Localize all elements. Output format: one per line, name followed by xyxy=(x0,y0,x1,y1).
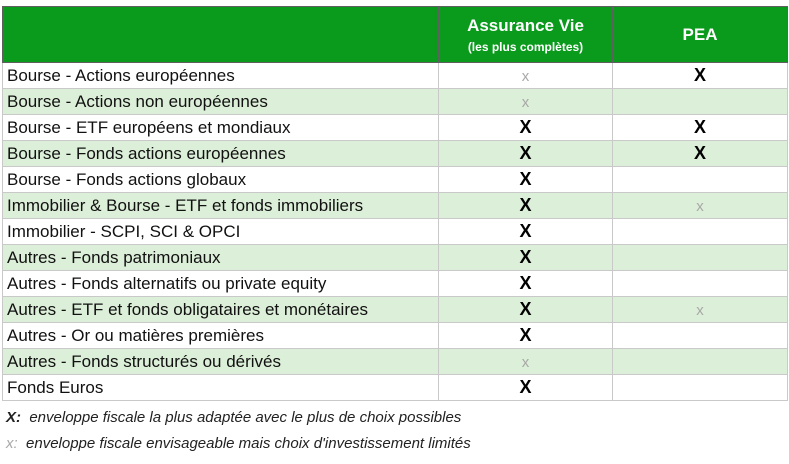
table-row xyxy=(3,89,788,115)
assurance-vie-mark: X xyxy=(519,143,532,163)
header-assurance-vie xyxy=(439,7,613,63)
assurance-vie-mark: X xyxy=(519,273,532,293)
pea-mark-cell xyxy=(613,193,788,219)
assurance-vie-mark: X xyxy=(519,117,532,137)
assurance-vie-mark: X xyxy=(519,299,532,319)
table-row xyxy=(3,141,788,167)
pea-mark: X xyxy=(693,65,706,85)
pea-mark-cell xyxy=(613,323,788,349)
table-row xyxy=(3,219,788,245)
legend-weak xyxy=(6,435,471,452)
assurance-vie-mark-cell xyxy=(439,271,613,297)
assurance-vie-mark-cell xyxy=(439,141,613,167)
row-label: Bourse - Actions européennes xyxy=(3,63,439,89)
table-body xyxy=(3,63,788,401)
legend-strong xyxy=(6,409,461,426)
pea-mark-cell xyxy=(613,167,788,193)
table-row xyxy=(3,297,788,323)
legend-weak-symbol: x: xyxy=(6,435,18,452)
assurance-vie-mark: x xyxy=(521,353,530,371)
legend-strong-text: enveloppe fiscale la plus adaptée avec le plus de choix possibles xyxy=(29,409,462,426)
row-label: Immobilier - SCPI, SCI & OPCI xyxy=(3,219,439,245)
assurance-vie-mark-cell xyxy=(439,115,613,141)
row-label: Autres - Fonds alternatifs ou private equity xyxy=(3,271,439,297)
row-label: Bourse - Actions non européennes xyxy=(3,89,439,115)
pea-mark-cell xyxy=(613,375,788,401)
legend-weak-text: enveloppe fiscale envisageable mais choix d'investissement limités xyxy=(26,435,471,452)
table-row xyxy=(3,167,788,193)
pea-mark-cell xyxy=(613,115,788,141)
comparison-table xyxy=(2,6,788,401)
header-assurance-vie-subtitle: (les plus complètes) xyxy=(467,39,584,54)
header-assurance-vie-title: Assurance Vie xyxy=(467,15,584,35)
row-label: Bourse - Fonds actions européennes xyxy=(3,141,439,167)
table-row xyxy=(3,245,788,271)
assurance-vie-mark: x xyxy=(521,67,530,85)
table-row xyxy=(3,349,788,375)
assurance-vie-mark-cell xyxy=(439,63,613,89)
table-row xyxy=(3,375,788,401)
table-row xyxy=(3,115,788,141)
table-header xyxy=(3,7,788,63)
assurance-vie-mark: X xyxy=(519,247,532,267)
assurance-vie-mark: x xyxy=(521,93,530,111)
pea-mark-cell xyxy=(613,245,788,271)
pea-mark-cell xyxy=(613,349,788,375)
assurance-vie-mark: X xyxy=(519,195,532,215)
assurance-vie-mark: X xyxy=(519,377,532,397)
assurance-vie-mark-cell xyxy=(439,245,613,271)
pea-mark-cell xyxy=(613,297,788,323)
assurance-vie-mark: X xyxy=(519,169,532,189)
pea-mark-cell xyxy=(613,89,788,115)
table-row xyxy=(3,63,788,89)
table-row xyxy=(3,193,788,219)
header-pea-title: PEA xyxy=(682,24,718,44)
row-label: Autres - Fonds patrimoniaux xyxy=(3,245,439,271)
pea-mark: X xyxy=(693,117,706,137)
pea-mark-cell xyxy=(613,219,788,245)
row-label: Fonds Euros xyxy=(3,375,439,401)
assurance-vie-mark-cell xyxy=(439,219,613,245)
row-label: Immobilier & Bourse - ETF et fonds immobiliers xyxy=(3,193,439,219)
assurance-vie-mark-cell xyxy=(439,297,613,323)
assurance-vie-mark-cell xyxy=(439,375,613,401)
pea-mark: x xyxy=(696,301,704,319)
assurance-vie-mark-cell xyxy=(439,193,613,219)
table-row xyxy=(3,323,788,349)
row-label: Autres - Fonds structurés ou dérivés xyxy=(3,349,439,375)
row-label: Bourse - ETF européens et mondiaux xyxy=(3,115,439,141)
header-blank-cell xyxy=(3,7,439,63)
pea-mark: X xyxy=(693,143,706,163)
pea-mark-cell xyxy=(613,63,788,89)
table-row xyxy=(3,271,788,297)
row-label: Autres - ETF et fonds obligataires et monétaires xyxy=(3,297,439,323)
header-pea xyxy=(613,7,788,63)
assurance-vie-mark: X xyxy=(519,325,532,345)
pea-mark-cell xyxy=(613,271,788,297)
row-label: Bourse - Fonds actions globaux xyxy=(3,167,439,193)
pea-mark-cell xyxy=(613,141,788,167)
pea-mark: x xyxy=(696,197,704,215)
assurance-vie-mark-cell xyxy=(439,349,613,375)
assurance-vie-mark-cell xyxy=(439,89,613,115)
legend-strong-symbol: X: xyxy=(6,409,21,426)
assurance-vie-mark-cell xyxy=(439,167,613,193)
assurance-vie-mark: X xyxy=(519,221,532,241)
assurance-vie-mark-cell xyxy=(439,323,613,349)
row-label: Autres - Or ou matières premières xyxy=(3,323,439,349)
